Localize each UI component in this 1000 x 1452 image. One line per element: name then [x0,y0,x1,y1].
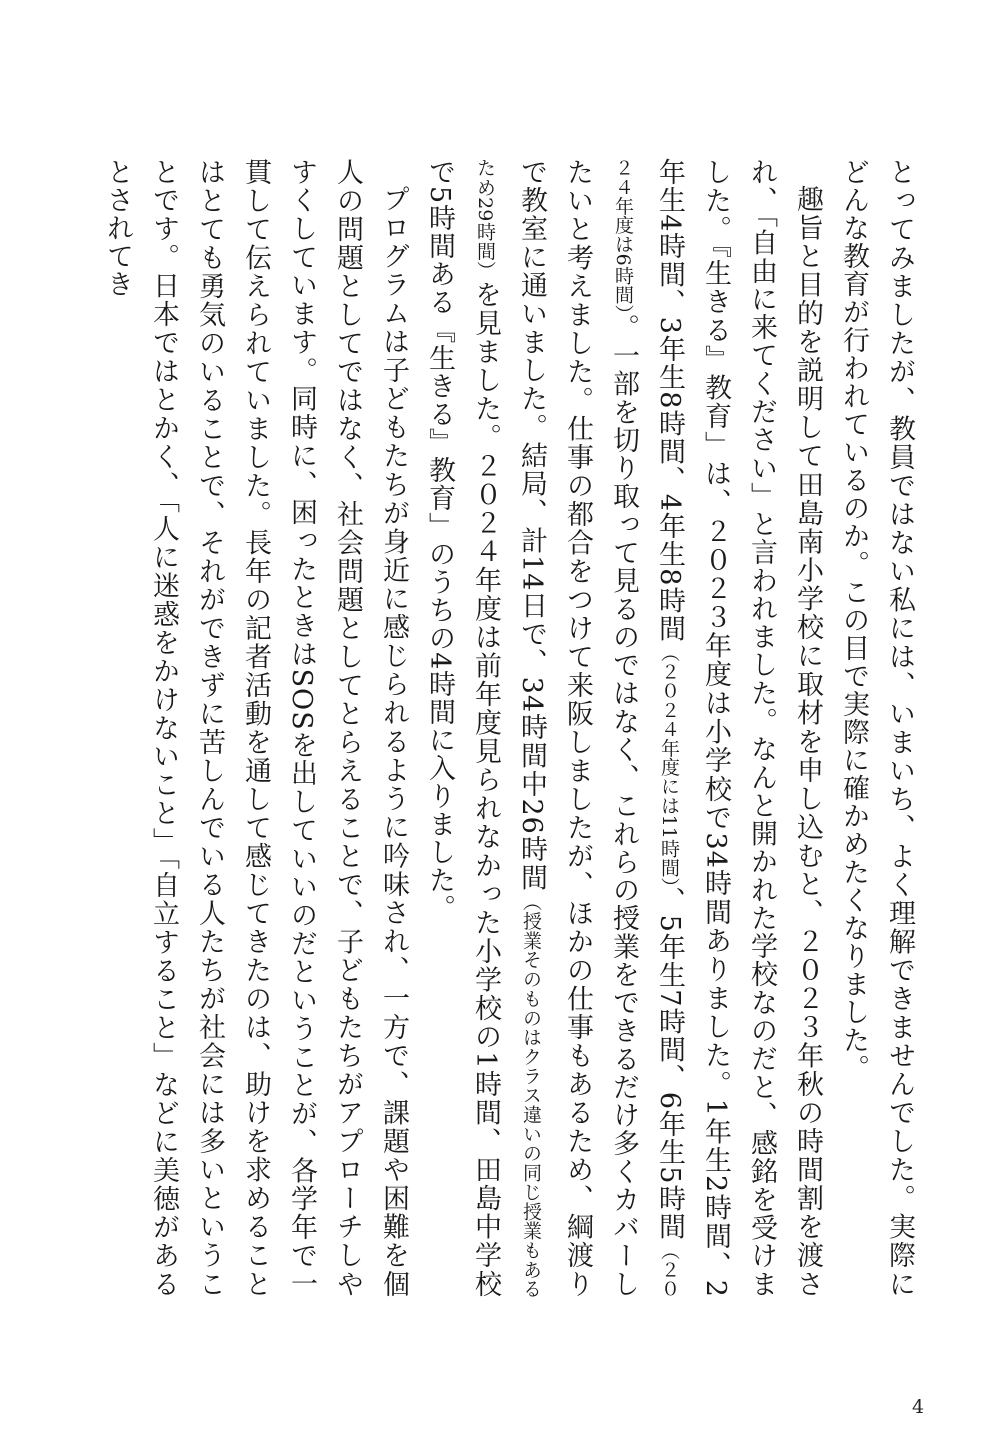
vertical-text-body [102,158,922,1299]
paragraph-3 [94,158,416,1298]
paragraph-1 [830,158,922,1298]
text-segment: 。一部を切り取って見るのではなく、これらの授業をできるだけ多くカバーしたいと考えました。仕事の都合をつけて来阪しましたが、ほかの仕事もあるため、綱渡りで教室に通いました。結局、計14日で、34時間中26時間 [516,158,639,1299]
text-segment: 趣旨と目的を説明して田島南小学校に取材を申し込むと、２０２３年秋の時間割を渡され、「自由に来てください」と言われました。なんと開かれた学校なのだと、感銘を受けました。『生きる』教育」は、２０２３年度は小学校で34時間ありました。1年生2時間、2年生4時間、3年生8時間、4年生8時間 [654,158,823,1298]
text-segment: プログラムは子どもたちが身近に感じられるように吟味され、一方で、課題や困難を個人の問題としてではなく、社会問題としてとらえることで、子どもたちがアプローチしやすくしています。同時に、困ったときはSOSを出していいのだということが、各学年で一貫して伝えられていました。長年の記者活動を通して感じてきたのは、助けを求めることはとても勇気のいることで、それができずに苦しんでいる人たちが社会には多いということです。日本ではとかく、「人に迷惑をかけないこと」「自立すること」などに美徳があるとされてき [102,158,409,1298]
text-segment: 、5年生7時間、6年生5時間 [654,886,685,1241]
text-segment: を見ました。２０２４年度は前年度見られなかった小学校の1時間、田島中学校で5時間ある『生きる』教育」のうちの4時間に入りました。 [424,158,501,1298]
annotation-small: （２０２４年度は6時間） [612,158,680,1298]
paragraph-2 [416,158,830,1298]
page-number: 4 [912,1396,925,1418]
annotation-small: （授業そのものはクラス違いの同じ授業もあるため29時間） [474,158,542,1298]
text-segment: とってみましたが、教員ではない私には、いまいち、よく理解できませんでした。実際にどんな教育が行われているのか。この目で実際に確かめたくなりました。 [838,158,915,1298]
annotation-small: （２０２４年度には11時間） [658,642,680,887]
